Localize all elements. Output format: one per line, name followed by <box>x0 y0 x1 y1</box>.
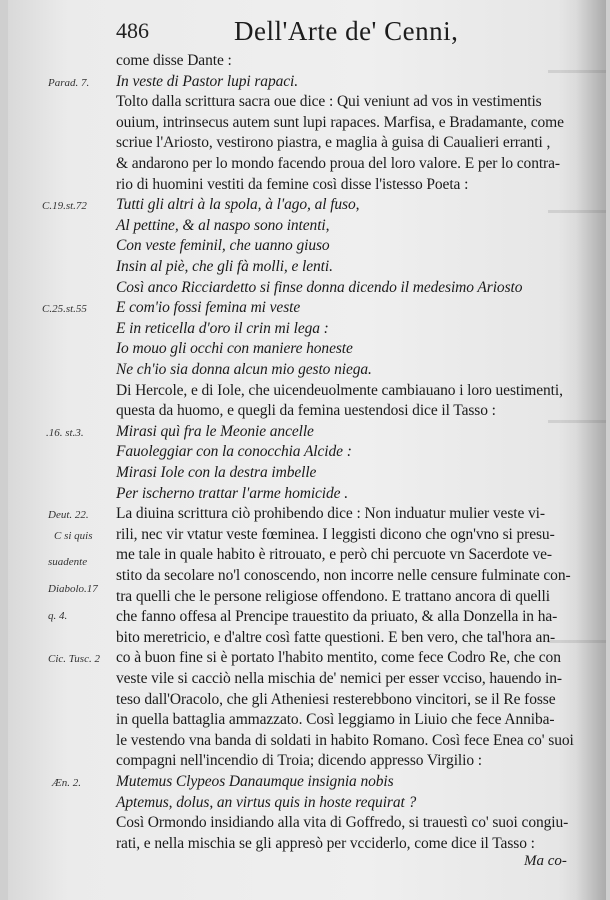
margin-note: Parad. 7. <box>48 76 90 89</box>
text-line: co à buon fine si è portato l'habito mentito, come fece Codro Re, che con <box>116 649 561 667</box>
verse-line: Io mouo gli occhi con maniere honeste <box>116 340 353 358</box>
text-line: questa da huomo, e quegli da femina uestendosi dice il Tasso : <box>116 402 496 420</box>
text-line: come disse Dante : <box>116 52 232 69</box>
book-page <box>8 0 606 900</box>
text-line: rili, nec vir vtatur veste fœminea. I leggisti dicono che ogn'vno si presu- <box>116 525 555 543</box>
catchword: Ma co- <box>524 853 567 870</box>
verse-line: Aptemus, dolus, an virtus quis in hoste requirat ? <box>116 793 417 811</box>
margin-note: C.25.st.55 <box>42 303 87 316</box>
verse-line: E in reticella d'oro il crin mi lega : <box>116 319 329 337</box>
text-line: Tolto dalla scrittura sacra oue dice : Qui veniunt ad vos in vestimentis <box>116 93 542 111</box>
text-line: stito da secolare no'l conoscendo, non incorre nelle censure fulminate con- <box>116 567 571 584</box>
page-number: 486 <box>116 18 149 43</box>
text-line: Così anco Ricciardetto si finse donna dicendo il medesimo Ariosto <box>116 278 523 296</box>
text-line: rati, e nella mischia se gli appresò per vcciderlo, come dice il Tasso : <box>116 834 535 852</box>
verse-line: Al pettine, & al naspo sono intenti, <box>116 216 330 234</box>
verse-line: Mirasi Iole con la destra imbelle <box>116 464 317 481</box>
margin-note: Æn. 2. <box>52 777 82 789</box>
margin-note: Cic. Tusc. 2 <box>48 653 100 666</box>
text-line: ouium, intrinsecus autem sunt lupi rapaces. Marfisa, e Bradamante, come <box>116 113 564 131</box>
verse-line: Mutemus Clypeos Danaumque insignia nobis <box>116 773 394 790</box>
text-line: che fanno offesa al Prencipe trauestito da priuato, & alla Donzella in ha- <box>116 608 558 626</box>
verse-line: Ne ch'io sia donna alcun mio gesto niega. <box>116 361 372 378</box>
text-line: compagni nell'incendio di Troia; dicendo appresso Virgilio : <box>116 752 482 770</box>
text-line: Di Hercole, e di Iole, che uicendeuolmente cambiauano i loro uestimenti, <box>116 381 563 399</box>
text-line: scriue l'Ariosto, vestirono piastra, e maglia à guisa di Caualieri erranti , <box>116 134 551 152</box>
text-line: veste vile si cacciò nella mischia de' nemici per esser vcciso, hauendo in- <box>116 670 562 687</box>
gutter-shadow <box>576 0 606 900</box>
text-line: teso dall'Oracolo, che gli Atheniesi resterebbono vincitori, se il Re fosse <box>116 690 556 708</box>
text-line: in quella battaglia ammazzato. Così leggiamo in Liuio che fece Anniba- <box>116 711 555 729</box>
text-line: tra quelli che le persone religiose offendono. E trattano ancora di quelli <box>116 587 550 605</box>
running-title: Dell'Arte de' Cenni, <box>234 16 459 46</box>
verse-line: Per ischerno trattar l'arme homicide . <box>116 484 348 502</box>
verse-line: E com'io fossi femina mi veste <box>116 299 301 317</box>
margin-note: Deut. 22. <box>48 509 89 522</box>
bleed-through-mark <box>548 70 606 73</box>
margin-note: q. 4. <box>48 609 68 622</box>
margin-note: C si quis <box>54 529 93 542</box>
bleed-through-mark <box>548 640 606 643</box>
margin-note: suadente <box>48 556 88 569</box>
verse-line: Fauoleggiar con la conocchia Alcide : <box>116 443 352 461</box>
text-line: In veste di Pastor lupi rapaci. <box>116 72 299 90</box>
text-line: Così Ormondo insidiando alla vita di Goffredo, si trauestì co' suoi congiu- <box>116 814 569 832</box>
text-line: bito meretricio, e d'altre così fatte questioni. E ben vero, che tal'hora an- <box>116 628 556 646</box>
text-line: & andarono per lo mondo facendo proua del loro valore. E per lo contra- <box>116 155 560 172</box>
bleed-through-mark <box>548 210 606 213</box>
page-header <box>116 16 566 50</box>
text-line: rio di huomini vestiti da femine così disse l'istesso Poeta : <box>116 175 469 193</box>
verse-line: Con veste feminil, che uanno giuso <box>116 237 330 255</box>
verse-line: Tutti gli altri à la spola, à l'ago, al fuso, <box>116 196 360 214</box>
text-line: me tale in quale habito è ritrouato, e però chi percuote vn Sacerdote ve- <box>116 546 552 564</box>
bleed-through-mark <box>548 420 606 423</box>
margin-note: .16. st.3. <box>46 426 84 439</box>
verse-line: Insin al piè, che gli fà molli, e lenti. <box>116 258 333 275</box>
text-line: La diuina scrittura ciò prohibendo dice : Non induatur mulier veste vi- <box>116 505 545 523</box>
margin-note: C.19.st.72 <box>42 200 87 213</box>
margin-note: Diabolo.17 <box>48 583 98 595</box>
verse-line: Mirasi quì fra le Meonie ancelle <box>116 422 314 440</box>
text-line: le vestendo vna banda di soldati in habito Romano. Così fece Enea co' suoi <box>116 731 574 749</box>
